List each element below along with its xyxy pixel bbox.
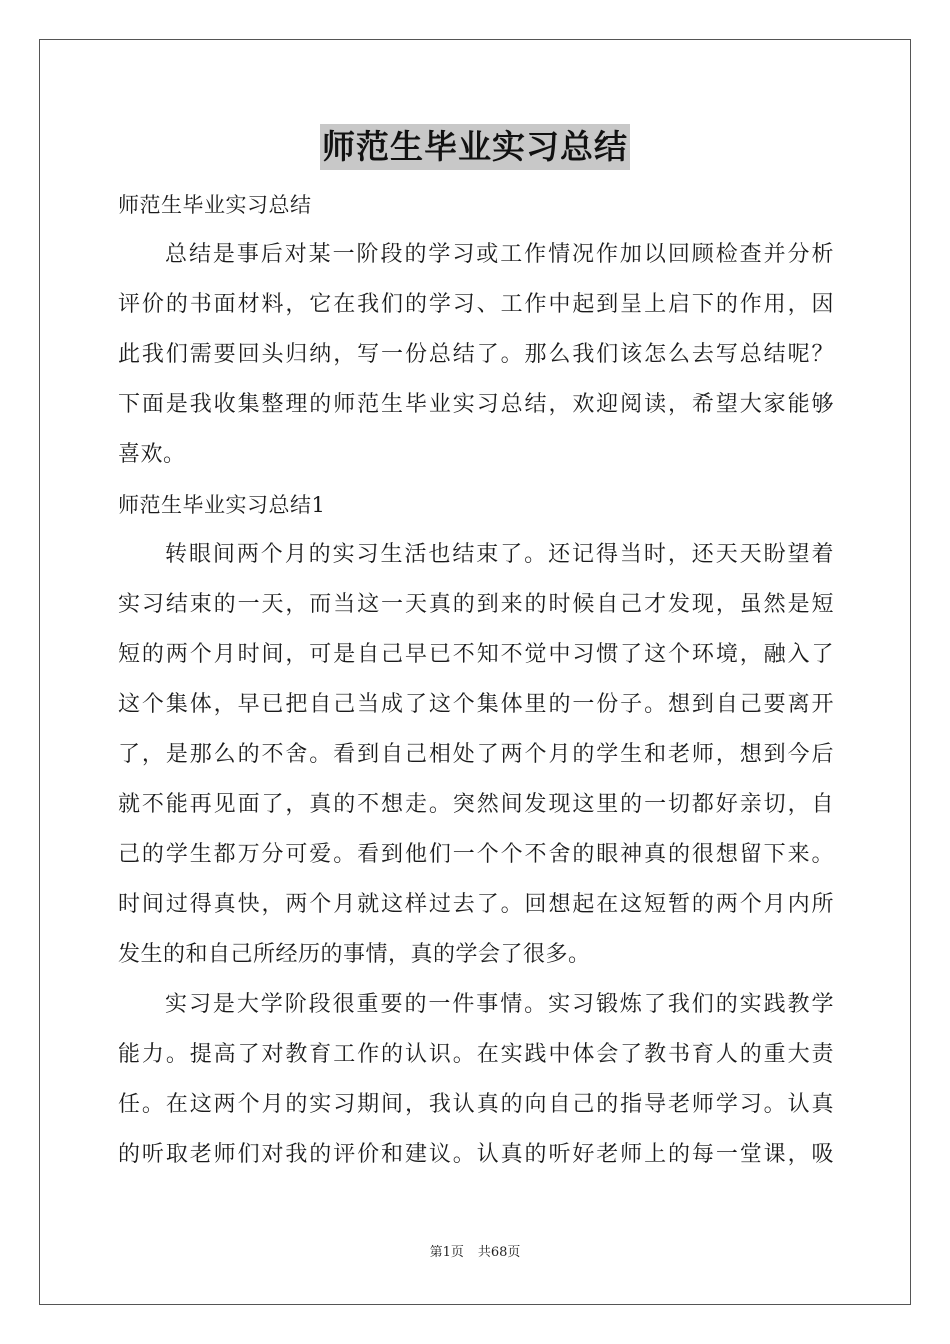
intro-line: 此我们需要回头归纳，写一份总结了。那么我们该怎么去写总结呢？ <box>118 342 834 367</box>
paragraph-line: 这个集体，早已把自己当成了这个集体里的一份子。想到自己要离开 <box>118 692 834 717</box>
document-title: 师范生毕业实习总结 <box>320 124 630 170</box>
page-number: 第1页 <box>429 1245 464 1260</box>
paragraph-line: 实习是大学阶段很重要的一件事情。实习锻炼了我们的实践教学 <box>165 992 834 1017</box>
paragraph-line: 了，是那么的不舍。看到自己相处了两个月的学生和老师，想到今后 <box>118 742 834 767</box>
paragraph-line: 时间过得真快，两个月就这样过去了。回想起在这短暂的两个月内所 <box>118 892 834 917</box>
paragraph-line: 实习结束的一天，而当这一天真的到来的时候自己才发现，虽然是短 <box>118 592 834 617</box>
document-subtitle: 师范生毕业实习总结 <box>118 193 312 217</box>
paragraph-line: 己的学生都万分可爱。看到他们一个个不舍的眼神真的很想留下来。 <box>118 842 834 867</box>
paragraph-line: 能力。提高了对教育工作的认识。在实践中体会了教书育人的重大责 <box>118 1042 834 1067</box>
paragraph-line: 的听取老师们对我的评价和建议。认真的听好老师上的每一堂课，吸 <box>118 1142 834 1167</box>
paragraph-line: 就不能再见面了，真的不想走。突然间发现这里的一切都好亲切，自 <box>118 792 834 817</box>
page-footer <box>0 1244 950 1262</box>
paragraph-1 <box>118 530 834 980</box>
document-body <box>118 180 834 1180</box>
section-heading: 师范生毕业实习总结1 <box>118 493 326 517</box>
paragraph-line: 发生的和自己所经历的事情，真的学会了很多。 <box>118 942 591 967</box>
title-area <box>0 124 950 170</box>
intro-line: 总结是事后对某一阶段的学习或工作情况作加以回顾检查并分析 <box>165 242 834 267</box>
paragraph-line: 短的两个月时间，可是自己早已不知不觉中习惯了这个环境，融入了 <box>118 642 834 667</box>
intro-paragraph <box>118 230 834 480</box>
paragraph-line: 任。在这两个月的实习期间，我认真的向自己的指导老师学习。认真 <box>118 1092 834 1117</box>
page-total: 共68页 <box>477 1245 521 1260</box>
intro-line: 评价的书面材料，它在我们的学习、工作中起到呈上启下的作用，因 <box>118 292 834 317</box>
paragraph-line: 转眼间两个月的实习生活也结束了。还记得当时，还天天盼望着 <box>165 542 834 567</box>
intro-line: 喜欢。 <box>118 442 186 467</box>
intro-line: 下面是我收集整理的师范生毕业实习总结，欢迎阅读，希望大家能够 <box>118 392 834 417</box>
paragraph-2 <box>118 980 834 1180</box>
